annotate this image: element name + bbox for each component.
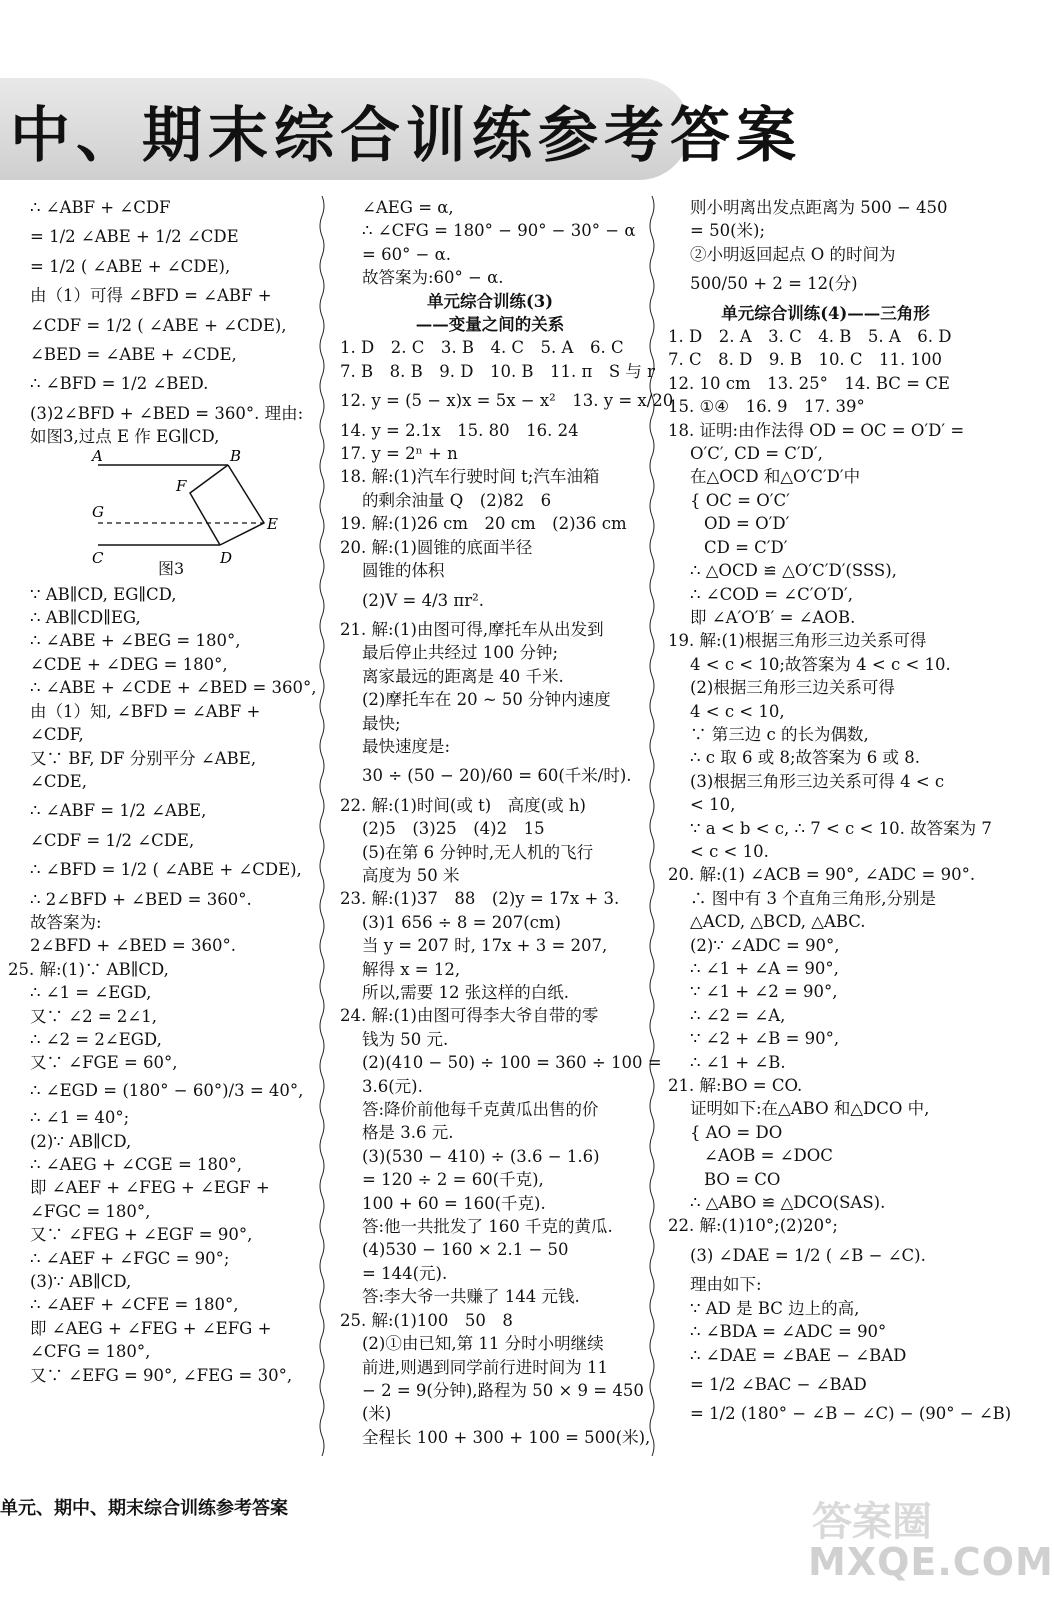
text-line: ∴ 图中有 3 个直角三角形,分别是 bbox=[690, 888, 936, 908]
text-line: 所以,需要 12 张这样的白纸. bbox=[362, 983, 569, 1002]
text-line: ∵ ∠2 + ∠B = 90°, bbox=[690, 1029, 840, 1049]
text-line: 圆锥的体积 bbox=[362, 561, 445, 581]
text-line: 4 < c < 10;故答案为 4 < c < 10. bbox=[690, 654, 951, 674]
text-line: 又∵ ∠EFG = 90°, ∠FEG = 30°, bbox=[30, 1365, 293, 1385]
text-line: 则小明离出发点距离为 500 − 450 bbox=[690, 198, 948, 217]
text-line: 又∵ ∠FEG + ∠EGF = 90°, bbox=[30, 1225, 253, 1245]
text-line: 18. 解:(1)汽车行驶时间 t;汽车油箱 bbox=[340, 467, 600, 487]
text-line: 即 ∠AEF + ∠FEG + ∠EGF + bbox=[30, 1178, 270, 1198]
column-separator bbox=[318, 196, 326, 1466]
text-line: 理由如下: bbox=[690, 1275, 762, 1295]
text-line: ∠CDF = 1/2 ( ∠ABE + ∠CDE), bbox=[30, 315, 287, 335]
text-line: ∴ ∠ABF + ∠CDF bbox=[30, 198, 171, 217]
text-line: ∴ ∠EGD = (180° − 60°)/3 = 40°, bbox=[30, 1080, 304, 1100]
text-line: ∴ ∠2 = 2∠EGD, bbox=[30, 1029, 162, 1049]
text-line: 15. ①④ 16. 9 17. 39° bbox=[668, 397, 865, 417]
text-line: 2∠BFD + ∠BED = 360°. bbox=[30, 936, 236, 956]
text-line: 故答案为:60° − α. bbox=[362, 268, 504, 288]
text-line: 19. 解:(1)26 cm 20 cm (2)36 cm bbox=[340, 514, 627, 534]
text-line: (5)在第 6 分钟时,无人机的飞行 bbox=[362, 842, 594, 862]
text-line: 答:李大爷一共赚了 144 元钱. bbox=[362, 1287, 580, 1307]
text-line: 如图3,过点 E 作 EG∥CD, bbox=[30, 427, 220, 447]
text-line: = 1/2 ∠BAC − ∠BAD bbox=[690, 1374, 867, 1394]
text-line: { OC = O′C′ bbox=[690, 490, 790, 510]
text-line: 17. y = 2ⁿ + n bbox=[340, 444, 458, 464]
label-a: A bbox=[92, 446, 103, 465]
text-line: (3)(530 − 410) ÷ (3.6 − 1.6) bbox=[362, 1146, 600, 1166]
text-line: 21. 解:(1)由图可得,摩托车从出发到 bbox=[340, 619, 604, 639]
text-line: 21. 解:BO = CO. bbox=[668, 1076, 803, 1096]
text-line: (3) ∠DAE = 1/2 ( ∠B − ∠C). bbox=[690, 1245, 926, 1265]
text-line: < c < 10. bbox=[690, 841, 769, 861]
text-line: ∴ ∠ABF = 1/2 ∠ABE, bbox=[30, 801, 207, 821]
text-line: ∵ AD 是 BC 边上的高, bbox=[690, 1298, 860, 1318]
text-line: (2)①由已知,第 11 分时小明继续 bbox=[362, 1334, 604, 1354]
watermark-url: MXQE.COM bbox=[808, 1540, 1054, 1584]
text-line: 即 ∠A′O′B′ = ∠AOB. bbox=[690, 607, 856, 627]
line-bed bbox=[220, 465, 264, 545]
text-line: 1. D 2. C 3. B 4. C 5. A 6. C bbox=[340, 338, 624, 358]
text-line: ∴ ∠1 + ∠B. bbox=[690, 1052, 786, 1072]
text-line: ②小明返回起点 O 的时间为 bbox=[690, 244, 896, 264]
text-line: 19. 解:(1)根据三角形三边关系可得 bbox=[668, 631, 927, 651]
text-line: 最后停止共经过 100 分钟; bbox=[362, 643, 559, 663]
text-line: (2)(410 − 50) ÷ 100 = 360 ÷ 100 = bbox=[362, 1053, 662, 1073]
watermark-logo: 答案圈 bbox=[812, 1499, 932, 1545]
text-line: 由（1）知, ∠BFD = ∠ABF + bbox=[30, 701, 261, 721]
text-line: 24. 解:(1)由图可得李大爷自带的零 bbox=[340, 1006, 599, 1026]
text-line: 4 < c < 10, bbox=[690, 701, 785, 721]
text-line: = 60° − α. bbox=[362, 244, 452, 264]
label-c: C bbox=[92, 548, 104, 567]
section-subheading: ——变量之间的关系 bbox=[415, 315, 565, 335]
text-line: (3)根据三角形三边关系可得 4 < c bbox=[690, 771, 945, 791]
text-line: 20. 解:(1) ∠ACB = 90°, ∠ADC = 90°. bbox=[668, 865, 976, 885]
text-line: 7. C 8. D 9. B 10. C 11. 100 bbox=[668, 350, 943, 370]
text-line: = 1/2 ( ∠ABE + ∠CDE), bbox=[30, 256, 231, 276]
text-line: 又∵ BF, DF 分别平分 ∠ABE, bbox=[30, 748, 257, 768]
text-line: ∴ ∠1 + ∠A = 90°, bbox=[690, 959, 839, 978]
text-line: ∵ a < b < c, ∴ 7 < c < 10. 故答案为 7 bbox=[690, 818, 992, 838]
text-line: ∴ ∠2 = ∠A, bbox=[690, 1005, 786, 1025]
text-line: 500/50 + 2 = 12(分) bbox=[690, 274, 858, 294]
text-line: 22. 解:(1)时间(或 t) 高度(或 h) bbox=[340, 795, 586, 815]
text-line: 格是 3.6 元. bbox=[362, 1123, 454, 1143]
label-g: G bbox=[92, 502, 104, 521]
text-line: 7. B 8. B 9. D 10. B 11. π S 与 r bbox=[340, 361, 656, 381]
text-line: 高度为 50 米 bbox=[362, 865, 460, 885]
text-line: 18. 证明:由作法得 OD = OC = O′D′ = bbox=[668, 420, 965, 440]
text-line: O′C′, CD = C′D′, bbox=[690, 444, 823, 464]
text-line: ∴ ∠1 = 40°; bbox=[30, 1108, 130, 1128]
answer-column-2 bbox=[340, 196, 674, 1449]
text-line: 23. 解:(1)37 88 (2)y = 17x + 3. bbox=[340, 889, 620, 909]
text-line: 25. 解:(1)100 50 8 bbox=[340, 1310, 513, 1330]
text-line: (2)根据三角形三边关系可得 bbox=[690, 678, 895, 698]
text-line: 前进,则遇到同学前行进时间为 11 bbox=[362, 1357, 608, 1377]
label-b: B bbox=[230, 446, 242, 465]
text-line: ∠AOB = ∠DOC bbox=[704, 1146, 833, 1166]
text-line: ∴ ∠DAE = ∠BAE − ∠BAD bbox=[690, 1345, 907, 1365]
text-line: ∴ ∠ABE + ∠BEG = 180°, bbox=[30, 631, 241, 651]
answer-column-1 bbox=[8, 196, 320, 1387]
section-heading: 单元综合训练(4)——三角形 bbox=[721, 303, 930, 323]
text-line: BO = CO bbox=[704, 1169, 781, 1189]
text-line: ∠CFG = 180°, bbox=[30, 1342, 151, 1362]
text-line: ∴ ∠BFD = 1/2 ∠BED. bbox=[30, 374, 209, 394]
text-line: △ACD, △BCD, △ABC. bbox=[690, 912, 866, 932]
text-line: 20. 解:(1)圆锥的底面半径 bbox=[340, 537, 533, 557]
text-line: ∴ △ABO ≌ △DCO(SAS). bbox=[690, 1193, 886, 1213]
text-line: (3)∵ AB∥CD, bbox=[30, 1272, 132, 1292]
text-line: ∴ AB∥CD∥EG, bbox=[30, 608, 141, 628]
text-line: = 120 ÷ 2 = 60(千克), bbox=[362, 1170, 544, 1190]
figure-caption: 图3 bbox=[158, 558, 185, 578]
text-line: 的剩余油量 Q (2)82 6 bbox=[362, 490, 552, 510]
text-line: 答:降价前他每千克黄瓜出售的价 bbox=[362, 1100, 599, 1120]
text-line: ∴ ∠BDA = ∠ADC = 90° bbox=[690, 1322, 887, 1342]
text-line: 又∵ ∠2 = 2∠1, bbox=[30, 1006, 157, 1026]
text-line: = 144(元). bbox=[362, 1263, 448, 1283]
text-line: ∵ ∠1 + ∠2 = 90°, bbox=[690, 982, 838, 1002]
text-line: (米) bbox=[362, 1404, 392, 1424]
text-line: 当 y = 207 时, 17x + 3 = 207, bbox=[362, 936, 608, 956]
text-line: ∠FGC = 180°, bbox=[30, 1201, 151, 1221]
text-line: ∴ ∠1 = ∠EGD, bbox=[30, 983, 152, 1003]
text-line: 12. y = (5 − x)x = 5x − x² 13. y = x/20 bbox=[340, 391, 674, 411]
text-line: (4)530 − 160 × 2.1 − 50 bbox=[362, 1240, 569, 1260]
text-line: 3.6(元). bbox=[362, 1076, 423, 1096]
text-line: { AO = DO bbox=[690, 1122, 783, 1142]
text-line: ∵ AB∥CD, EG∥CD, bbox=[30, 584, 177, 604]
text-line: ∠BED = ∠ABE + ∠CDE, bbox=[30, 345, 237, 365]
label-d: D bbox=[220, 548, 233, 567]
column-separator bbox=[648, 196, 656, 1466]
text-line: ∴ 2∠BFD + ∠BED = 360°. bbox=[30, 889, 252, 909]
answer-column-3 bbox=[668, 196, 1012, 1432]
text-line: ∠CDF, bbox=[30, 725, 84, 745]
text-line: = 50(米); bbox=[690, 221, 765, 241]
text-line: ∴ ∠AEG + ∠CGE = 180°, bbox=[30, 1155, 243, 1174]
text-line: ∴ ∠AEF + ∠CFE = 180°, bbox=[30, 1295, 239, 1315]
text-line: ∠CDE, bbox=[30, 771, 87, 791]
text-line: (2)V = 4/3 πr². bbox=[362, 590, 484, 610]
page-title: 中、期末综合训练参考答案 bbox=[10, 101, 802, 171]
text-line: ∵ 第三边 c 的长为偶数, bbox=[690, 724, 869, 744]
label-e: E bbox=[267, 514, 278, 533]
text-line: 答:他一共批发了 160 千克的黄瓜. bbox=[362, 1217, 613, 1237]
text-line: ∠CDF = 1/2 ∠CDE, bbox=[30, 830, 195, 850]
text-line: 100 + 60 = 160(千克). bbox=[362, 1193, 546, 1213]
text-line: 最快速度是: bbox=[362, 736, 451, 756]
text-line: = 1/2 ∠ABE + 1/2 ∠CDE bbox=[30, 227, 239, 247]
text-line: 又∵ ∠FGE = 60°, bbox=[30, 1053, 178, 1073]
text-line: (2)∵ AB∥CD, bbox=[30, 1131, 132, 1151]
text-line: 1. D 2. A 3. C 4. B 5. A 6. D bbox=[668, 327, 952, 347]
text-line: (3)1 656 ÷ 8 = 207(cm) bbox=[362, 912, 561, 932]
text-line: ∴ ∠ABE + ∠CDE + ∠BED = 360°, bbox=[30, 678, 317, 698]
text-line: 由（1）可得 ∠BFD = ∠ABF + bbox=[30, 286, 272, 306]
page-footer: 单元、期中、期末综合训练参考答案 bbox=[0, 1498, 288, 1519]
text-line: (3)2∠BFD + ∠BED = 360°. 理由: bbox=[30, 403, 304, 423]
text-line: 故答案为: bbox=[30, 912, 102, 932]
text-line: ∴ c 取 6 或 8;故答案为 6 或 8. bbox=[690, 748, 920, 768]
text-line: 12. 10 cm 13. 25° 14. BC = CE bbox=[668, 373, 950, 393]
text-line: ∴ ∠BFD = 1/2 ( ∠ABE + ∠CDE), bbox=[30, 860, 302, 880]
text-line: ∴ △OCD ≌ △O′C′D′(SSS), bbox=[690, 561, 897, 581]
text-line: (2)摩托车在 20 ~ 50 分钟内速度 bbox=[362, 690, 611, 710]
line-bfd bbox=[190, 465, 228, 545]
text-line: OD = O′D′ bbox=[704, 514, 790, 534]
text-line: 钱为 50 元. bbox=[362, 1029, 449, 1049]
text-line: ∠AEG = α, bbox=[362, 198, 454, 217]
text-line: < 10, bbox=[690, 795, 736, 815]
text-line: 22. 解:(1)10°;(2)20°; bbox=[668, 1216, 838, 1236]
text-line: 即 ∠AEG + ∠FEG + ∠EFG + bbox=[30, 1318, 272, 1338]
text-line: (2)∵ ∠ADC = 90°, bbox=[690, 935, 840, 955]
label-f: F bbox=[176, 476, 187, 495]
text-line: 离家最远的距离是 40 千米. bbox=[362, 666, 564, 686]
text-line: ∠CDE + ∠DEG = 180°, bbox=[30, 654, 228, 674]
text-line: 解得 x = 12, bbox=[362, 959, 461, 979]
text-line: 证明如下:在△ABO 和△DCO 中, bbox=[690, 1099, 930, 1119]
text-line: ∴ ∠AEF + ∠FGC = 90°; bbox=[30, 1248, 230, 1268]
text-line: 最快; bbox=[362, 713, 401, 733]
text-line: 25. 解:(1)∵ AB∥CD, bbox=[8, 959, 169, 979]
figure-3 bbox=[30, 446, 320, 581]
text-line: ∴ ∠COD = ∠C′O′D′, bbox=[690, 584, 853, 604]
text-line: ∴ ∠CFG = 180° − 90° − 30° − α bbox=[362, 221, 636, 241]
text-line: (2)5 (3)25 (4)2 15 bbox=[362, 819, 545, 839]
text-line: 在△OCD 和△O′C′D′中 bbox=[690, 467, 861, 487]
text-line: CD = C′D′ bbox=[704, 537, 788, 557]
text-line: 30 ÷ (50 − 20)/60 = 60(千米/时). bbox=[362, 766, 632, 786]
section-heading: 单元综合训练(3) bbox=[426, 291, 554, 311]
text-line: 全程长 100 + 300 + 100 = 500(米), bbox=[362, 1427, 651, 1447]
text-line: = 1/2 (180° − ∠B − ∠C) − (90° − ∠B) bbox=[690, 1404, 1012, 1424]
text-line: 14. y = 2.1x 15. 80 16. 24 bbox=[340, 420, 579, 440]
text-line: − 2 = 9(分钟),路程为 50 × 9 = 450 bbox=[362, 1380, 644, 1400]
